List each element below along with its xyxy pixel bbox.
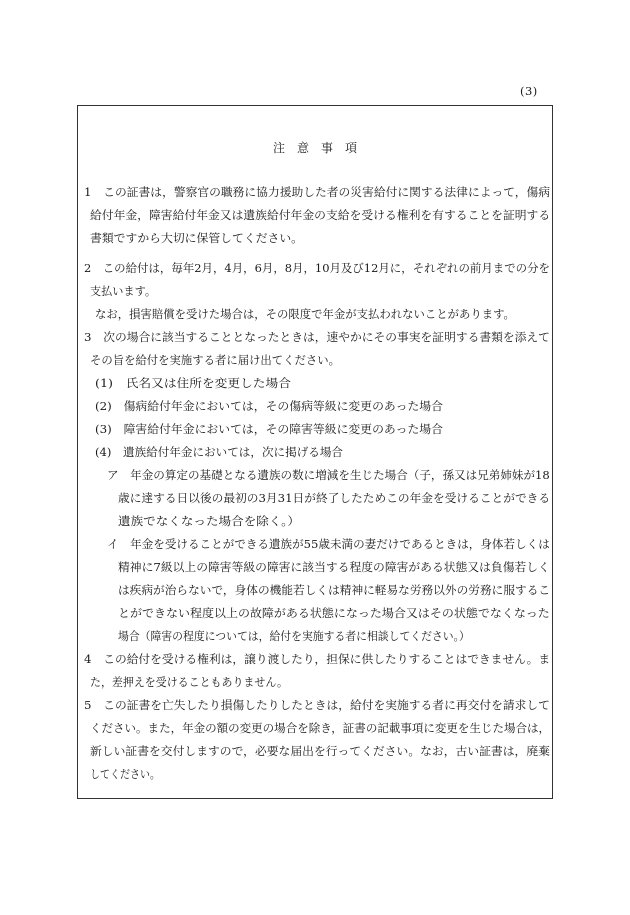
notice-line: 5 この証書を亡失したり損傷したりしたときは，給付を実施する者に再交付を請求して	[84, 698, 550, 712]
notice-line: 1 この証書は，警察官の職務に協力援助した者の災害給付に関する法律によって，傷病	[84, 185, 551, 199]
notice-line: してください。	[90, 767, 161, 781]
notice-line: 新しい証書を交付しますので，必要な届出を行ってください。なお，古い証書は，廃棄	[90, 744, 550, 758]
notice-line: 歳に達する日以後の最初の3月31日が終了したためこの年金を受けることができる	[118, 491, 551, 505]
notice-line: (2) 傷病給付年金においては，その傷病等級に変更のあった場合	[95, 399, 443, 413]
notice-line: 2 この給付は，毎年2月，4月，6月，8月，10月及び12月に，それぞれの前月までの分を	[84, 261, 551, 275]
notice-line: なお，損害賠償を受けた場合は，その限度で年金が支払われないことがあります。	[95, 307, 515, 321]
notice-line: た，差押えを受けることもありません。	[90, 675, 288, 689]
notice-line: ください。また，年金の額の変更の場合を除き，証書の記載事項に変更を生じた場合は，	[90, 721, 551, 735]
notice-line: は疾病が治らないで，身体の機能若しくは精神に軽易な労務以外の労務に服するこ	[118, 583, 551, 597]
notice-line: 書類ですから大切に保管してください。	[90, 231, 304, 245]
notice-line: 給付年金，障害給付年金又は遺族給付年金の支給を受ける権利を有することを証明する	[90, 208, 551, 222]
notice-line: 支払います。	[90, 284, 156, 298]
notice-line: 4 この給付を受ける権利は，譲り渡したり，担保に供したりすることはできません。ま	[84, 652, 551, 666]
notice-line: その旨を給付を実施する者に届け出てください。	[90, 353, 340, 367]
notice-title: 注 意 事 項	[272, 141, 357, 155]
notice-line: 遺族でなくなった場合を除く。）	[118, 514, 301, 528]
notice-line: イ 年金を受けることができる遺族が55歳未満の妻だけであるときは，身体若しくは	[107, 537, 550, 551]
notice-line: 3 次の場合に該当することとなったときは，速やかにその事実を証明する書類を添えて	[84, 330, 550, 344]
page-number: (3)	[520, 84, 538, 98]
notice-line: とができない程度以上の故障がある状態になった場合又はその状態でなくなった	[118, 606, 550, 620]
notice-line: (4) 遺族給付年金においては，次に掲げる場合	[95, 445, 344, 459]
notice-line: 精神に7級以上の障害等級の障害に該当する程度の障害がある状態又は負傷若しく	[118, 560, 550, 574]
notice-line: ア 年金の算定の基礎となる遺族の数に増減を生じた場合（子，孫又は兄弟姉妹が18	[107, 468, 550, 482]
notice-line: (3) 障害給付年金においては，その障害等級に変更のあった場合	[95, 422, 443, 436]
notice-line: 場合（障害の程度については，給付を実施する者に相談してください。）	[118, 629, 470, 643]
notice-line: (1) 氏名又は住所を変更した場合	[95, 376, 291, 390]
